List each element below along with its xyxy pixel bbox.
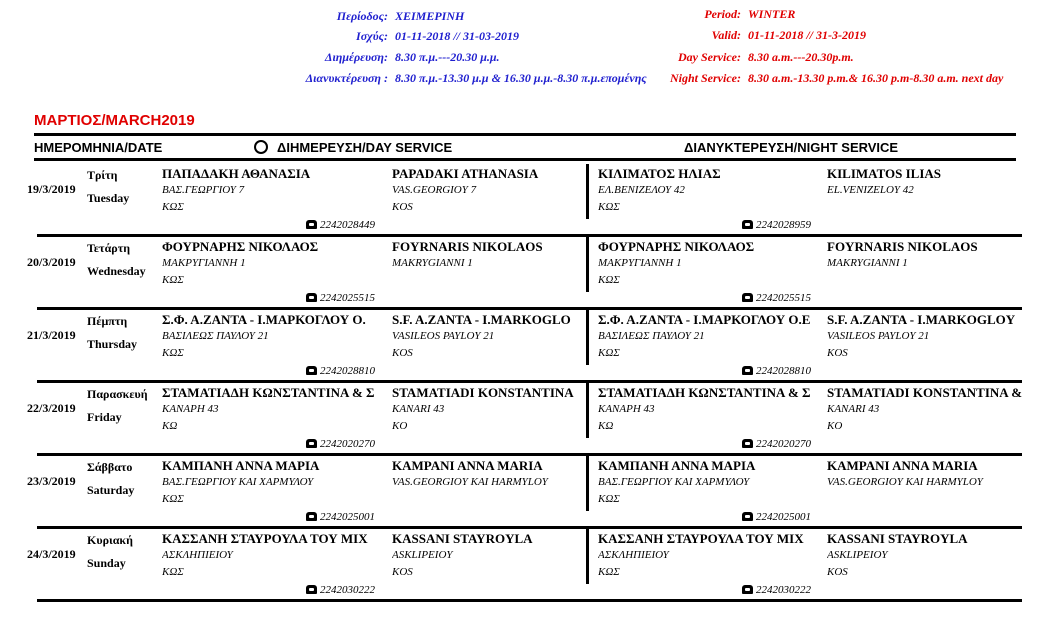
pharmacy-city: [827, 493, 1051, 510]
row-separator: [37, 599, 1022, 602]
pharmacy-name: Σ.Φ. Α.ΖΑΝΤΑ - Ι.ΜΑΡΚΟΓΛΟΥ Ο.: [162, 312, 366, 327]
pharmacy-name: ΠΑΠΑΔΑΚΗ ΑΘΑΝΑΣΙΑ: [162, 166, 311, 181]
pharmacy-address: ΚΑΝΑΡΗ 43: [162, 403, 219, 415]
pharmacy-address: ΚΑΝΑΡΗ 43: [598, 403, 655, 415]
pharmacy-name: ΦΟΥΡΝΑΡΗΣ ΝΙΚΟΛΑΟΣ: [598, 239, 755, 254]
pharmacy-address: VASILEOS PAYLOY 21: [392, 330, 495, 342]
day-phone: [306, 584, 375, 596]
night-pharmacy-en: [827, 312, 1051, 364]
day-service-value-en: 8.30 a.m.---20.30p.m.: [748, 50, 854, 64]
day-pharmacy-en: [392, 312, 587, 364]
table-row: [0, 456, 1051, 529]
row-weekday-en: Tuesday: [87, 191, 130, 205]
row-date: 19/3/2019: [27, 182, 76, 196]
day-pharmacy-gr: [162, 385, 387, 437]
night-phone: [742, 511, 811, 523]
pharmacy-name: FOYRNARIS NIKOLAOS: [827, 239, 978, 254]
pharmacy-name: ΦΟΥΡΝΑΡΗΣ ΝΙΚΟΛΑΟΣ: [162, 239, 319, 254]
day-pharmacy-en: [392, 239, 587, 291]
pharmacy-name: ΚΙΛΙΜΑΤΟΣ ΗΛΙΑΣ: [598, 166, 721, 181]
night-service-label-en: Night Service:: [670, 71, 741, 85]
row-weekday-gr: Παρασκευή: [87, 387, 148, 401]
pharmacy-address: VAS.GEORGIOY KAI HARMYLOY: [392, 476, 548, 488]
table-row: [0, 310, 1051, 383]
pharmacy-city: KO: [827, 420, 843, 432]
phone-icon: [742, 585, 753, 594]
day-pharmacy-gr: [162, 312, 387, 364]
pharmacy-city: ΚΩΣ: [162, 566, 184, 578]
night-service-value-en: 8.30 a.m.-13.30 p.m.& 16.30 p.m-8.30 a.m. next day: [748, 71, 1004, 85]
table-row: [0, 164, 1051, 237]
phone-number: 2242028449: [320, 219, 375, 231]
pharmacy-city: ΚΩΣ: [162, 347, 184, 359]
day-phone: [306, 292, 375, 304]
phone-number: 2242030222: [320, 584, 375, 596]
pharmacy-city: [392, 274, 587, 291]
table-row: [0, 383, 1051, 456]
night-pharmacy-gr: [598, 166, 823, 218]
column-divider: [586, 383, 589, 438]
night-pharmacy-en: [827, 166, 1051, 218]
night-pharmacy-en: [827, 239, 1051, 291]
pharmacy-city: ΚΩΣ: [598, 274, 620, 286]
day-phone: [306, 365, 375, 377]
row-weekday-en: Sunday: [87, 556, 126, 570]
pharmacy-address: ΒΑΣΙΛΕΩΣ ΠΑΥΛΟΥ 21: [162, 330, 269, 342]
phone-number: 2242020270: [756, 438, 811, 450]
row-weekday-gr: Πέμπτη: [87, 314, 128, 328]
pharmacy-city: KO: [392, 420, 408, 432]
row-date: 24/3/2019: [27, 547, 76, 561]
table-row: [0, 529, 1051, 602]
pharmacy-name: KAMPANI ANNA MARIA: [392, 458, 543, 473]
phone-number: 2242025001: [756, 511, 811, 523]
pharmacy-address: ASKLIPEIOY: [392, 549, 453, 561]
column-divider: [586, 310, 589, 365]
column-divider: [586, 164, 589, 219]
row-weekday-gr: Σάββατο: [87, 460, 133, 474]
period-label-en: Period:: [704, 7, 741, 21]
row-date: 21/3/2019: [27, 328, 76, 342]
day-phone: [306, 511, 375, 523]
row-weekday-gr: Κυριακή: [87, 533, 133, 547]
valid-label-en: Valid:: [711, 28, 741, 42]
circle-icon: [254, 140, 268, 154]
phone-icon: [306, 220, 317, 229]
pharmacy-city: ΚΩΣ: [162, 274, 184, 286]
pharmacy-name: ΚΑΜΠΑΝΗ ΑΝΝΑ ΜΑΡΙΑ: [598, 458, 756, 473]
pharmacy-city: KOS: [827, 566, 848, 578]
phone-icon: [306, 512, 317, 521]
phone-icon: [742, 512, 753, 521]
day-phone: [306, 219, 375, 231]
night-pharmacy-gr: [598, 531, 823, 583]
night-pharmacy-gr: [598, 385, 823, 437]
pharmacy-city: ΚΩΣ: [598, 566, 620, 578]
pharmacy-city: ΚΩ: [162, 420, 178, 432]
pharmacy-address: EL.VENIZELOY 42: [827, 184, 914, 196]
row-date: 20/3/2019: [27, 255, 76, 269]
day-phone: [306, 438, 375, 450]
pharmacy-city: ΚΩΣ: [598, 493, 620, 505]
table-row: [0, 237, 1051, 310]
pharmacy-city: ΚΩΣ: [162, 493, 184, 505]
period-value-gr: ΧΕΙΜΕΡΙΝΗ: [395, 9, 465, 23]
row-weekday-en: Saturday: [87, 483, 135, 497]
phone-number: 2242030222: [756, 584, 811, 596]
pharmacy-address: ΜΑΚΡΥΓΙΑΝΝΗ 1: [598, 257, 682, 269]
column-divider: [586, 237, 589, 292]
night-pharmacy-en: [827, 531, 1051, 583]
pharmacy-address: MAKRYGIANNI 1: [392, 257, 473, 269]
pharmacy-name: S.F. A.ZANTA - I.MARKOGLO: [392, 312, 571, 327]
day-service-value-gr: 8.30 π.μ.---20.30 μ.μ.: [395, 50, 500, 64]
header-english: [0, 0, 1051, 90]
pharmacy-name: KILIMATOS ILIAS: [827, 166, 942, 181]
pharmacy-address: VAS.GEORGIOY KAI HARMYLOY: [827, 476, 983, 488]
pharmacy-city: KOS: [392, 201, 413, 213]
day-service-label-gr: Διημέρευση:: [324, 50, 388, 64]
pharmacy-name: ΣΤΑΜΑΤΙΑΔΗ ΚΩΝΣΤΑΝΤΙΝΑ & Σ: [598, 385, 811, 400]
pharmacy-name: FOYRNARIS NIKOLAOS: [392, 239, 543, 254]
night-pharmacy-gr: [598, 312, 823, 364]
column-date: ΗΜΕΡΟΜΗΝΙΑ/DATE: [34, 140, 163, 155]
row-weekday-en: Wednesday: [87, 264, 146, 278]
pharmacy-address: ΒΑΣΙΛΕΩΣ ΠΑΥΛΟΥ 21: [598, 330, 705, 342]
phone-icon: [306, 366, 317, 375]
pharmacy-name: STAMATIADI KONSTANTINA &: [827, 385, 1023, 400]
night-phone: [742, 438, 811, 450]
valid-label-gr: Ισχύς:: [356, 29, 388, 43]
pharmacy-address: ΒΑΣ.ΓΕΩΡΓΙΟΥ ΚΑΙ ΧΑΡΜΥΛΟΥ: [162, 476, 314, 488]
phone-number: 2242020270: [320, 438, 375, 450]
phone-icon: [742, 293, 753, 302]
pharmacy-address: ΒΑΣ.ΓΕΩΡΓΙΟΥ 7: [162, 184, 245, 196]
phone-number: 2242028810: [320, 365, 375, 377]
day-pharmacy-gr: [162, 458, 387, 510]
phone-icon: [306, 439, 317, 448]
pharmacy-name: ΣΤΑΜΑΤΙΑΔΗ ΚΩΝΣΤΑΝΤΙΝΑ & Σ: [162, 385, 375, 400]
phone-number: 2242025515: [756, 292, 811, 304]
phone-icon: [742, 439, 753, 448]
phone-number: 2242025515: [320, 292, 375, 304]
row-weekday-en: Friday: [87, 410, 122, 424]
pharmacy-city: ΚΩΣ: [598, 201, 620, 213]
phone-icon: [306, 585, 317, 594]
pharmacy-city: [827, 201, 1051, 218]
night-phone: [742, 365, 811, 377]
pharmacy-city: KOS: [392, 347, 413, 359]
table-top-rule: [34, 133, 1016, 136]
pharmacy-address: ΒΑΣ.ΓΕΩΡΓΙΟΥ ΚΑΙ ΧΑΡΜΥΛΟΥ: [598, 476, 750, 488]
day-pharmacy-en: [392, 531, 587, 583]
pharmacy-name: ΚΑΜΠΑΝΗ ΑΝΝΑ ΜΑΡΙΑ: [162, 458, 320, 473]
column-divider: [586, 456, 589, 511]
period-label-gr: Περίοδος:: [336, 9, 388, 23]
pharmacy-city: [827, 274, 1051, 291]
pharmacy-name: PAPADAKI ATHANASIA: [392, 166, 539, 181]
pharmacy-name: KASSANI STAYROYLA: [392, 531, 533, 546]
night-phone: [742, 292, 811, 304]
valid-value-gr: 01-11-2018 // 31-03-2019: [395, 29, 519, 43]
column-header-row: [34, 139, 1024, 157]
night-pharmacy-gr: [598, 458, 823, 510]
night-phone: [742, 584, 811, 596]
phone-number: 2242028810: [756, 365, 811, 377]
night-service-value-gr: 8.30 π.μ.-13.30 μ.μ & 16.30 μ.μ.-8.30 π.μ.επομένης: [395, 71, 647, 85]
period-value-en: WINTER: [748, 7, 796, 21]
row-weekday-gr: Τετάρτη: [87, 241, 131, 255]
pharmacy-name: ΚΑΣΣΑΝΗ ΣΤΑΥΡΟΥΛΑ ΤΟΥ ΜΙΧ: [598, 531, 804, 546]
header-bottom-rule: [34, 158, 1016, 161]
valid-value-en: 01-11-2018 // 31-3-2019: [748, 28, 866, 42]
row-weekday-en: Thursday: [87, 337, 138, 351]
row-weekday-gr: Τρίτη: [87, 168, 118, 182]
phone-icon: [306, 293, 317, 302]
pharmacy-address: VASILEOS PAYLOY 21: [827, 330, 930, 342]
pharmacy-address: KANARI 43: [827, 403, 880, 415]
night-pharmacy-gr: [598, 239, 823, 291]
pharmacy-name: KAMPANI ANNA MARIA: [827, 458, 978, 473]
pharmacy-name: Σ.Φ. Α.ΖΑΝΤΑ - Ι.ΜΑΡΚΟΓΛΟΥ Ο.Ε: [598, 312, 811, 327]
day-pharmacy-en: [392, 166, 587, 218]
phone-icon: [742, 220, 753, 229]
pharmacy-address: ΑΣΚΛΗΠΙΕΙΟΥ: [598, 549, 669, 561]
day-pharmacy-gr: [162, 239, 387, 291]
pharmacy-name: ΚΑΣΣΑΝΗ ΣΤΑΥΡΟΥΛΑ ΤΟΥ ΜΙΧ: [162, 531, 368, 546]
pharmacy-city: ΚΩΣ: [162, 201, 184, 213]
night-service-label-gr: Διανυκτέρευση :: [305, 71, 388, 85]
pharmacy-name: KASSANI STAYROYLA: [827, 531, 968, 546]
column-day-service: ΔΙΗΜΕΡΕΥΣΗ/DAY SERVICE: [277, 140, 453, 155]
pharmacy-address: ΜΑΚΡΥΓΙΑΝΝΗ 1: [162, 257, 246, 269]
night-pharmacy-en: [827, 385, 1051, 437]
month-title: ΜΑΡΤΙΟΣ/MARCH2019: [34, 112, 195, 129]
pharmacy-address: MAKRYGIANNI 1: [827, 257, 908, 269]
pharmacy-address: ΑΣΚΛΗΠΙΕΙΟΥ: [162, 549, 233, 561]
pharmacy-city: KOS: [827, 347, 848, 359]
phone-icon: [742, 366, 753, 375]
pharmacy-address: VAS.GEORGIOY 7: [392, 184, 477, 196]
night-pharmacy-en: [827, 458, 1051, 510]
day-service-label-en: Day Service:: [678, 50, 741, 64]
day-pharmacy-gr: [162, 531, 387, 583]
night-phone: [742, 219, 811, 231]
pharmacy-address: ΕΛ.ΒΕΝΙΖΕΛΟΥ 42: [598, 184, 685, 196]
pharmacy-city: [392, 493, 587, 510]
pharmacy-name: S.F. A.ZANTA - I.MARKOGLOY: [827, 312, 1016, 327]
column-divider: [586, 529, 589, 584]
pharmacy-city: ΚΩΣ: [598, 347, 620, 359]
phone-number: 2242025001: [320, 511, 375, 523]
pharmacy-city: ΚΩ: [598, 420, 614, 432]
row-date: 23/3/2019: [27, 474, 76, 488]
phone-number: 2242028959: [756, 219, 811, 231]
row-date: 22/3/2019: [27, 401, 76, 415]
pharmacy-address: ASKLIPEIOY: [827, 549, 888, 561]
day-pharmacy-en: [392, 385, 587, 437]
column-night-service: ΔΙΑΝΥΚΤΕΡΕΥΣΗ/NIGHT SERVICE: [684, 140, 899, 155]
pharmacy-name: STAMATIADI KONSTANTINA: [392, 385, 574, 400]
day-pharmacy-gr: [162, 166, 387, 218]
pharmacy-city: KOS: [392, 566, 413, 578]
day-pharmacy-en: [392, 458, 587, 510]
pharmacy-address: KANARI 43: [392, 403, 445, 415]
